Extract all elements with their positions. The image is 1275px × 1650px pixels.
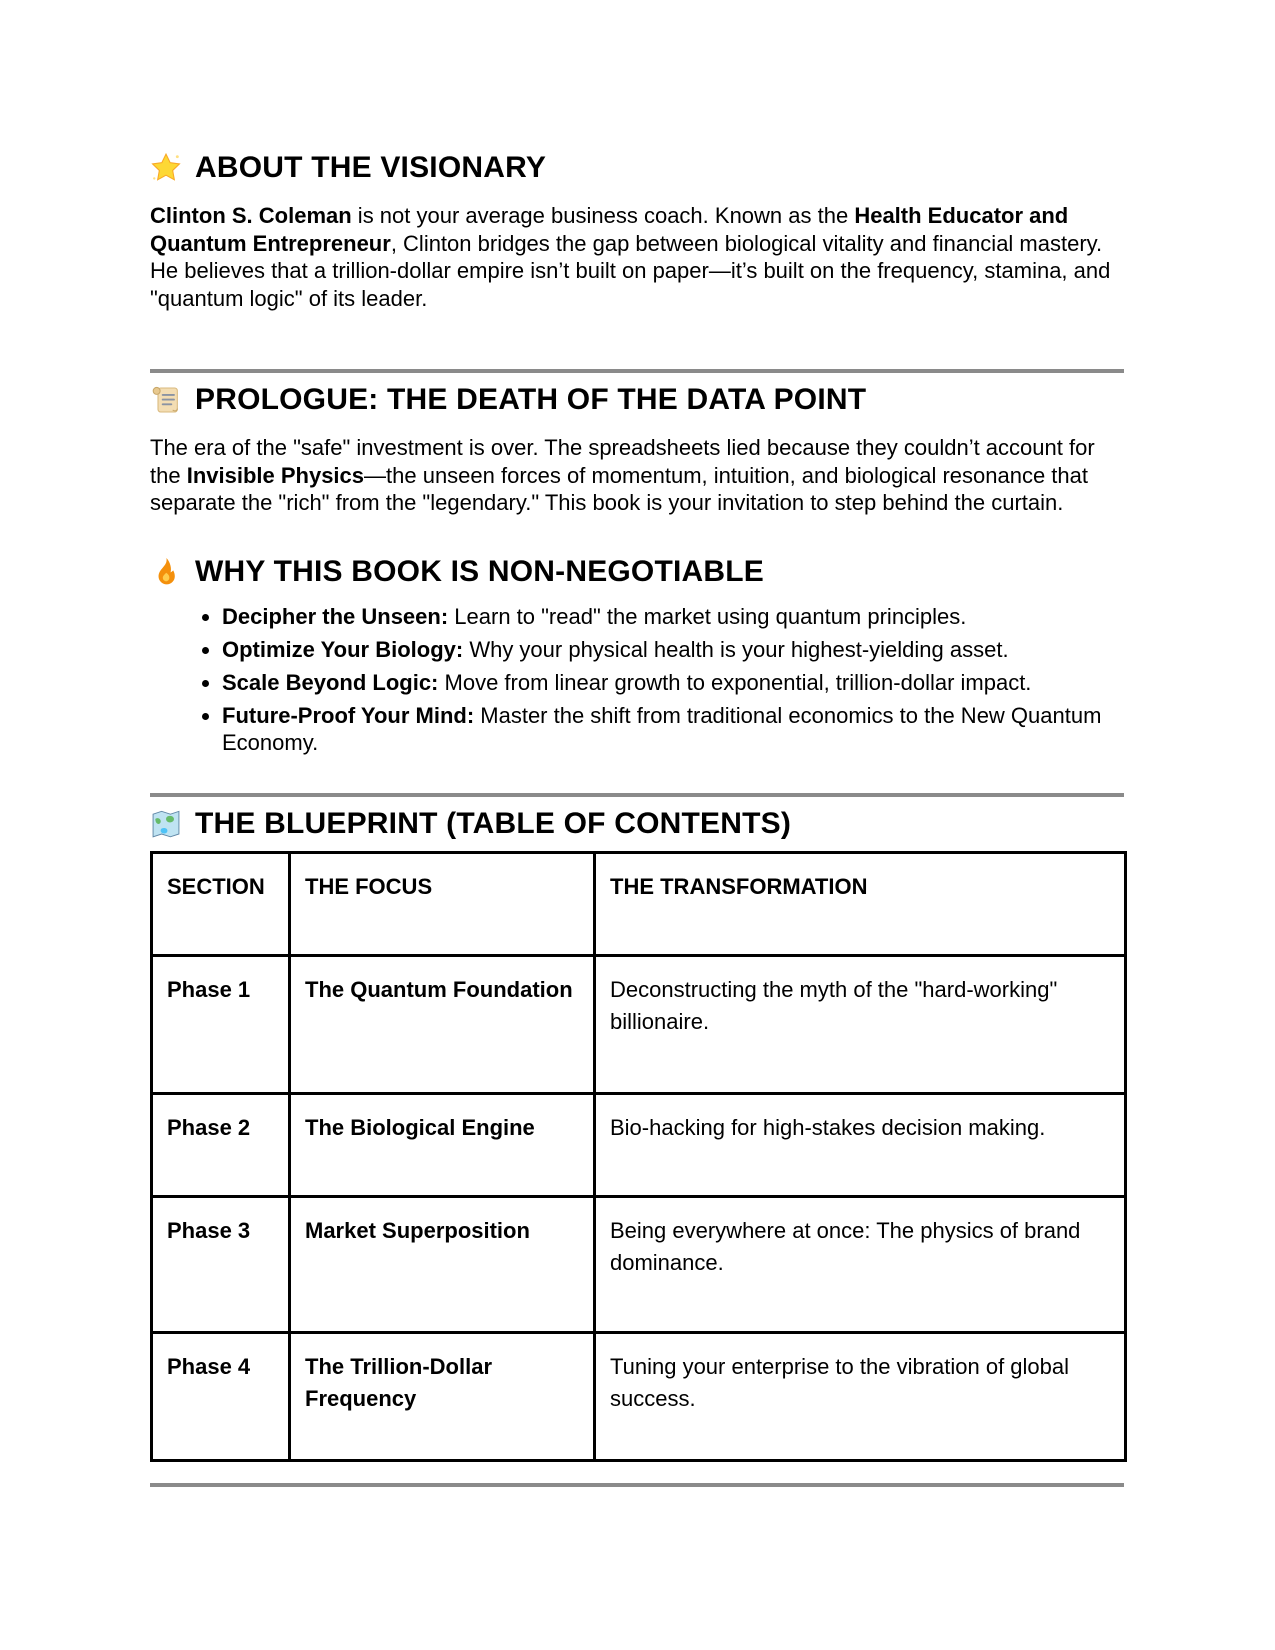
section-heading-why [150, 554, 1124, 590]
bold-text-run: Clinton S. Coleman [150, 203, 352, 228]
cell-focus: The Quantum Foundation [290, 955, 595, 1093]
text-run: Why your physical health is your highest-yielding asset. [463, 636, 1009, 662]
world-map-icon [150, 808, 182, 840]
about-paragraph [150, 202, 1124, 312]
section-heading-text: THE BLUEPRINT (TABLE OF CONTENTS) [195, 806, 792, 840]
prologue-paragraph [150, 434, 1124, 517]
toc-table-body [152, 955, 1126, 1460]
cell-section: Phase 2 [152, 1093, 290, 1196]
bold-text-run: Health Educator and Quantum Entrepreneur [150, 203, 1069, 256]
cell-transformation: Bio-hacking for high-stakes decision making. [595, 1093, 1126, 1196]
text-run: The era of the "safe" investment is over. The spreadsheets lied because they couldn’t account for the [150, 435, 1095, 488]
table-row [152, 1196, 1126, 1332]
benefits-list [150, 603, 1124, 757]
text-run: Move from linear growth to exponential, trillion-dollar impact. [438, 669, 1032, 695]
table-row [152, 1332, 1126, 1460]
cell-transformation: Being everywhere at once: The physics of brand dominance. [595, 1196, 1126, 1332]
cell-focus: The Biological Engine [290, 1093, 595, 1196]
list-item [222, 702, 1124, 757]
cell-section: Phase 3 [152, 1196, 290, 1332]
section-heading-prologue [150, 382, 1124, 418]
table-row [152, 1093, 1126, 1196]
cell-transformation: Deconstructing the myth of the "hard-working" billionaire. [595, 955, 1126, 1093]
table-row [152, 955, 1126, 1093]
cell-focus: The Trillion-Dollar Frequency [290, 1332, 595, 1460]
list-item [222, 669, 1124, 697]
text-run: is not your average business coach. Known as the [351, 203, 855, 228]
section-heading-about [150, 150, 1124, 186]
section-heading-text: ABOUT THE VISIONARY [195, 151, 547, 184]
column-header-section: SECTION [152, 852, 290, 955]
toc-table [150, 851, 1127, 1462]
cell-section: Phase 1 [152, 955, 290, 1093]
column-header-focus: THE FOCUS [290, 852, 595, 955]
cell-transformation: Tuning your enterprise to the vibration of global success. [595, 1332, 1126, 1460]
list-item [222, 636, 1124, 664]
text-run: —the unseen forces of momentum, intuition, and biological resonance that separate the "rich" from the "legendary." This book is your invitation to step behind the curtain. [150, 462, 1088, 515]
text-run: Master the shift from traditional economics to the New Quantum Economy. [222, 702, 1102, 755]
cell-focus: Market Superposition [290, 1196, 595, 1332]
section-heading-text: WHY THIS BOOK IS NON-NEGOTIABLE [195, 554, 764, 588]
bold-text-run: Scale Beyond Logic: [222, 669, 439, 695]
list-item [222, 603, 1124, 631]
section-divider [150, 793, 1124, 797]
text-run: Learn to "read" the market using quantum principles. [448, 603, 967, 629]
glowing-star-icon [150, 152, 182, 184]
section-heading-blueprint [150, 806, 1124, 842]
bold-text-run: Invisible Physics [186, 462, 365, 488]
section-divider [150, 369, 1124, 373]
table-header-row [152, 852, 1126, 955]
section-heading-text: PROLOGUE: THE DEATH OF THE DATA POINT [195, 383, 867, 416]
bold-text-run: Decipher the Unseen: [222, 603, 449, 629]
cell-section: Phase 4 [152, 1332, 290, 1460]
scroll-icon [150, 384, 182, 416]
fire-icon [150, 556, 182, 588]
column-header-transformation: THE TRANSFORMATION [595, 852, 1126, 955]
bold-text-run: Optimize Your Biology: [222, 636, 464, 662]
text-run: , Clinton bridges the gap between biological vitality and financial mastery. He believes that a trillion-dollar empire isn’t built on paper—it’s built on the frequency, stamina, and "quantum logic" of its leader. [150, 230, 1111, 311]
section-divider [150, 1483, 1124, 1487]
bold-text-run: Future-Proof Your Mind: [222, 702, 475, 728]
